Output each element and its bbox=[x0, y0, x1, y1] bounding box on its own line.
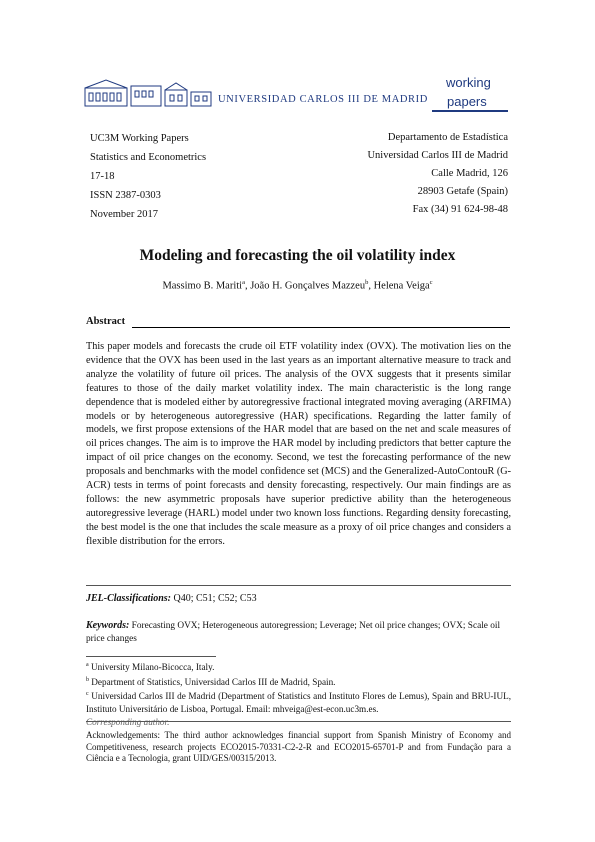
paper-title: Modeling and forecasting the oil volatility index bbox=[139, 247, 456, 264]
department-address bbox=[367, 132, 508, 222]
publication-date: November 2017 bbox=[90, 209, 158, 220]
university-name: UNIVERSIDAD CARLOS III DE MADRID bbox=[218, 94, 428, 105]
working-papers-badge-line1: working bbox=[446, 75, 491, 90]
footnote-c: $^c$ Universidad Carlos III de Madrid (Department of Statistics and Instituto Flores de Lemus), Spain and BRU-IUL, Instituto Universitário de Lisboa, Portugal. Email: mhveiga@est-econ.uc3m.es. bbox=[86, 691, 511, 714]
university-logo bbox=[84, 74, 428, 110]
footnote-b: $^b$ Department of Statistics, Universidad Carlos III de Madrid, Spain. bbox=[86, 676, 336, 687]
department-street: Calle Madrid, 126 bbox=[431, 168, 508, 179]
department-name: Departamento de Estadística bbox=[387, 132, 508, 143]
keywords bbox=[86, 620, 511, 645]
department-fax: Fax (34) 91 624-98-48 bbox=[412, 204, 508, 215]
footnote-a: $^a$ University Milano-Bicocca, Italy. bbox=[86, 662, 215, 673]
author-name: Massimo B. Mariti bbox=[162, 280, 243, 292]
issn: ISSN 2387-0303 bbox=[90, 190, 161, 201]
author-name: Helena Veiga bbox=[373, 280, 430, 292]
department-university: Universidad Carlos III de Madrid bbox=[367, 150, 508, 161]
section-divider bbox=[86, 585, 511, 586]
jel-label: JEL-Classifications: bbox=[86, 593, 172, 604]
acknowledgements: Acknowledgements: The third author acknowledges financial support from Spanish Ministry of Economy and Competitiveness, research projects ECO2015-70331-C2-2-R and ECO2015-65701-P and from Fundação para a Ciência e a Tecnologia, grant UID/GES/00315/2013. bbox=[86, 730, 511, 764]
jel-codes: Q40; C51; C52; C53 bbox=[173, 593, 257, 604]
jel-classifications bbox=[86, 593, 257, 604]
affiliation-mark: c bbox=[429, 279, 433, 286]
acknowledgements-rule bbox=[86, 721, 511, 722]
badge-underline bbox=[432, 110, 508, 112]
footnote-rule bbox=[86, 656, 216, 657]
abstract-body: This paper models and forecasts the crude oil ETF volatility index (OVX). The motivation lies on the evidence that the OVX has been used in the last years as an important alternative measure to track and analyze the volatility of future oil prices. The analysis of the OVX suggests that it presents similar features to those of the daily market volatility index. The main characteristic is the long range dependence that is modeled either by autoregressive fractional integrated moving averaging (ARFIMA) models or by heterogeneous autoregressive (HAR) specifications. Regarding the latter family of models, we first propose extensions of the HAR model that are based on the net and scale measures of oil prices changes. The aim is to improve the HAR model by including predictors that better capture the impact of oil price changes on the economy. Second, we test the forecasting performance of the new proposals and benchmarks with the model confidence set (MCS) and the Generalized-AutoContouR (G-ACR) tests in terms of point forecasts and density forecasting, respectively. Our main findings are as follows: the new asymmetric proposals have superior predictive ability than the heterogeneous autoregressive leverage (HARL) model under two known loss functions. Regarding density forecasting, the best model is the one that includes the scale measure as a proxy of oil price changes and considers a flexible distribution for the errors. bbox=[86, 341, 511, 547]
author-list: Massimo B. Mariti$^a$, João H. Gonçalves Mazzeu$^b$, Helena Veiga$^c$ bbox=[162, 279, 433, 292]
series-info bbox=[90, 134, 206, 229]
affiliation-mark: b bbox=[365, 279, 369, 286]
series-name: UC3M Working Papers bbox=[90, 133, 189, 144]
abstract-heading: Abstract bbox=[86, 316, 126, 327]
working-papers-badge-line2: papers bbox=[447, 94, 487, 109]
university-building-icon bbox=[84, 78, 214, 108]
abstract-underline bbox=[132, 327, 510, 328]
department-city: 28903 Getafe (Spain) bbox=[417, 186, 508, 197]
keywords-label: Keywords: bbox=[86, 620, 130, 631]
affiliation-mark: a bbox=[242, 279, 245, 286]
footnotes bbox=[86, 659, 511, 728]
paper-number: 17-18 bbox=[90, 171, 115, 182]
series-subject: Statistics and Econometrics bbox=[90, 152, 207, 163]
keywords-text: Forecasting OVX; Heterogeneous autoregression; Leverage; Net oil price changes; OVX; Scale oil price changes bbox=[86, 621, 501, 644]
author-name: João H. Gonçalves Mazzeu bbox=[250, 280, 366, 292]
